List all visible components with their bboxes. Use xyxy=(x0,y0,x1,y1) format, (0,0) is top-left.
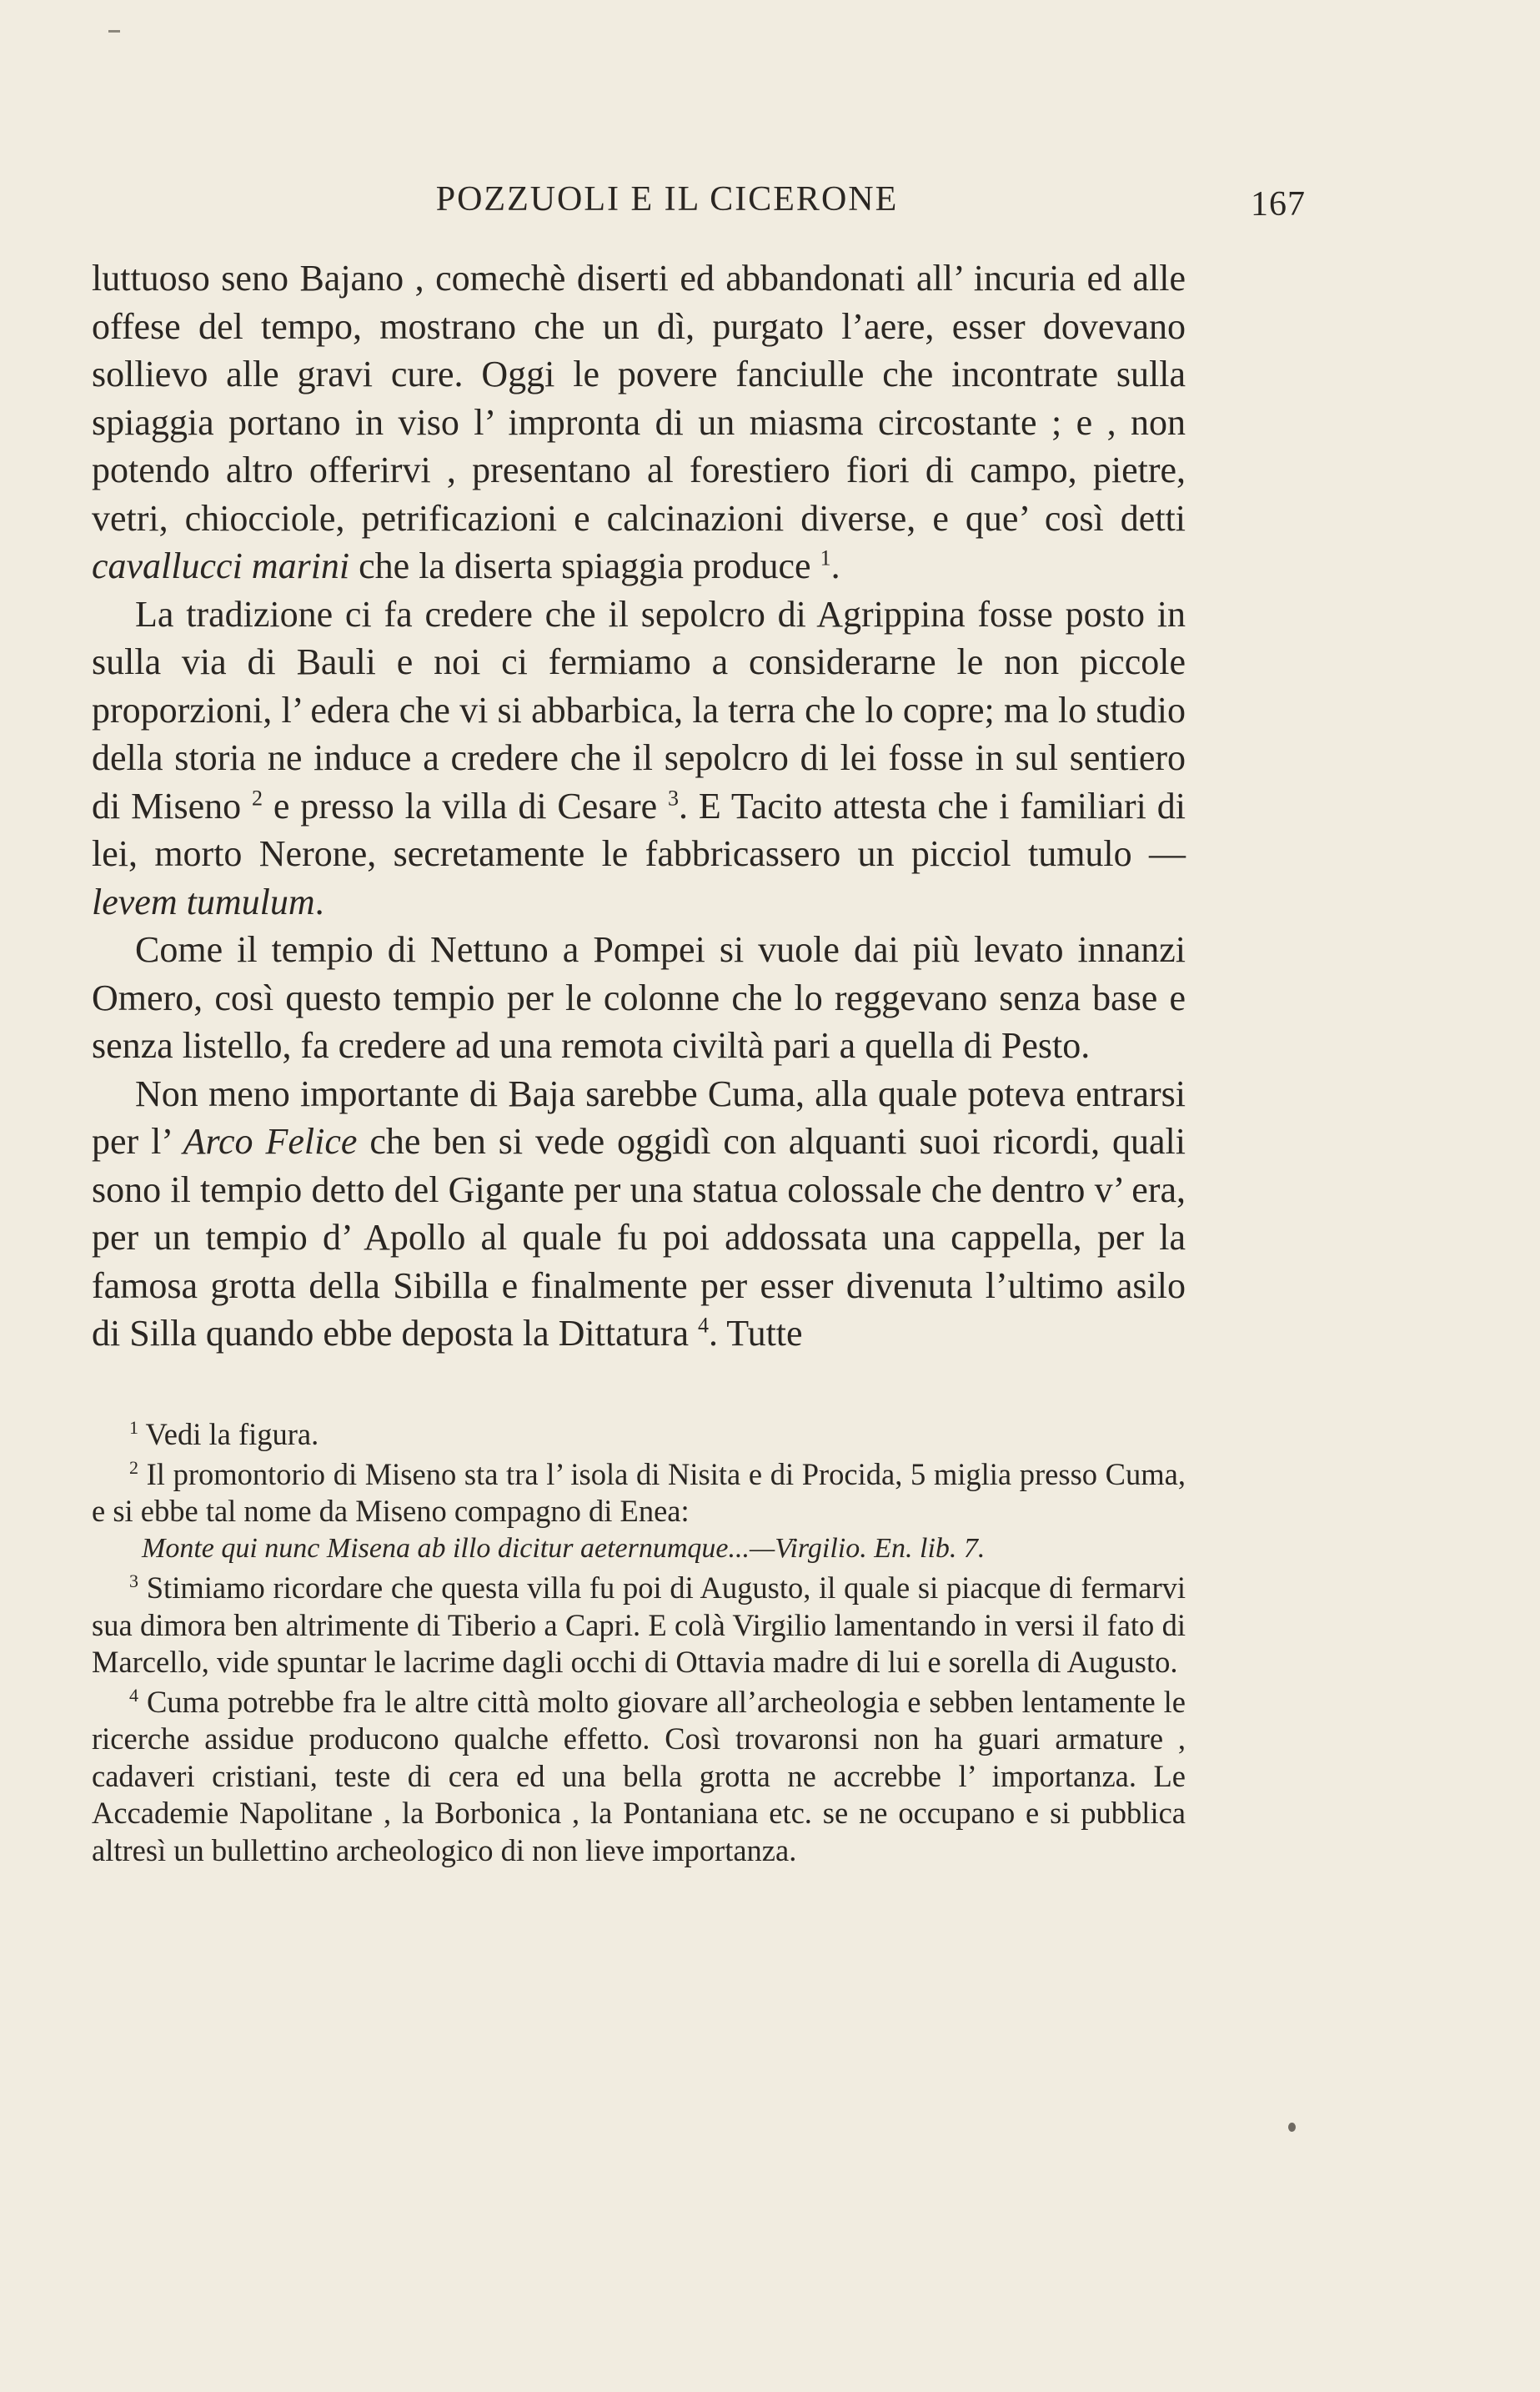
footnote-mark: 1 xyxy=(129,1416,138,1438)
footnote-ref-3[interactable]: 3 xyxy=(668,785,680,810)
italic-term: Arco Felice xyxy=(183,1121,358,1162)
footnote-4 xyxy=(92,1684,1186,1870)
paragraph-4 xyxy=(92,1070,1186,1358)
footnote-ref-2[interactable]: 2 xyxy=(252,785,263,810)
text-run: che la diserta spiaggia produce xyxy=(349,545,820,586)
footnote-1 xyxy=(92,1416,1186,1454)
running-head xyxy=(0,179,1540,229)
text-run: e presso la villa di Cesare xyxy=(263,785,669,827)
footnote-text: Il promontorio di Miseno sta tra l’ isola di Nisita e di Procida, 5 miglia presso Cuma, e si ebbe tal nome da Miseno compagno di Enea: xyxy=(92,1456,1186,1528)
footnote-mark: 3 xyxy=(129,1570,138,1591)
page-margin-mark xyxy=(108,30,120,33)
footnote-2 xyxy=(92,1456,1186,1568)
text-run: Non meno importante di Baja sarebbe Cuma, alla quale poteva entrarsi per l’ xyxy=(92,1073,1186,1162)
text-run: Come il tempio di Nettuno a Pompei si vuole dai più levato innanzi Omero, così questo tempio per le colonne che lo reggevano senza base e senza listello, fa credere ad una remota civiltà pari a quella di Pesto. xyxy=(92,929,1186,1066)
footnote-mark: 4 xyxy=(129,1684,138,1706)
text-run: . Tutte xyxy=(709,1313,803,1354)
footnote-text: Vedi la figura. xyxy=(145,1417,319,1451)
text-run: La tradizione ci fa credere che il sepolcro di Agrippina fosse posto in sulla via di Bauli e noi ci fermiamo a considerarne le non piccole proporzioni, l’ edera che vi si abbarbica, la terra che lo copre; ma lo studio della storia ne induce a credere che il sepolcro di lei fosse in sul sentiero di Miseno xyxy=(92,593,1186,827)
footnote-text: Stimiamo ricordare che questa villa fu poi di Augusto, il quale si piacque di fermarvi sua dimora ben altrimente di Tiberio a Capri. E colà Virgilio lamentando in versi il fato di Marcello, vide spuntar le lacrime dagli occhi di Ottavia madre di lui e sorella di Augusto. xyxy=(92,1570,1186,1679)
footnote-text: Cuma potrebbe fra le altre città molto giovare all’archeologia e sebben lentamente le ricerche assidue producono qualche effetto. Così trovaronsi non ha guari armature , cadaveri cristiani, teste di cera ed una bella grotta ne accrebbe l’ importanza. Le Accademie Napolitane , la Borbonica , la Pontaniana etc. se ne occupano e si pubblica altresì un bullettino archeologico di non lieve importanza. xyxy=(92,1684,1186,1867)
text-run: . xyxy=(314,881,324,922)
paragraph-3 xyxy=(92,926,1186,1070)
footnotes xyxy=(92,1416,1186,1872)
main-text xyxy=(92,254,1186,1358)
italic-term: levem tumulum xyxy=(92,881,315,922)
page-number: 167 xyxy=(1251,185,1306,224)
page-header-title: POZZUOLI E IL CICERONE xyxy=(435,180,899,219)
footnote-ref-4[interactable]: 4 xyxy=(698,1313,710,1338)
text-run: luttuoso seno Bajano , comechè diserti ed abbandonati all’ incuria ed alle offese del tempo, mostrano che un dì, purgato l’aere, esser dovevano sollievo alle gravi cure. Oggi le povere fanciulle che incontrate sulla spiaggia portano in viso l’ impronta di un miasma circostante ; e , non potendo altro offerirvi , presentano al forestiero fiori di campo, pietre, vetri, chiocciole, petrificazioni e calcinazioni diverse, e que’ così detti xyxy=(92,258,1186,539)
footnote-ref-1[interactable]: 1 xyxy=(820,545,831,570)
footnote-3 xyxy=(92,1570,1186,1681)
text-run: . E Tacito attesta che i familiari di lei, morto Nerone, secretamente le fabbricassero un picciol tumulo — xyxy=(92,785,1186,874)
text-run: che ben si vede oggidì con alquanti suoi ricordi, quali sono il tempio detto del Gigante per una statua colossale che dentro v’ era, per un tempio d’ Apollo al quale fu poi addossata una cappella, per la famosa grotta della Sibilla e finalmente per esser divenuta l’ultimo asilo di Silla quando ebbe deposta la Dittatura xyxy=(92,1121,1186,1354)
footnote-mark: 2 xyxy=(129,1456,138,1478)
italic-term: cavallucci marini xyxy=(92,545,350,586)
paragraph-2 xyxy=(92,590,1186,927)
paper-speck xyxy=(1288,2123,1296,2132)
text-run: . xyxy=(830,545,840,586)
paragraph-1 xyxy=(92,254,1186,590)
verse-quotation: Monte qui nunc Misena ab illo dicitur aeternumque...—Virgilio. En. lib. 7. xyxy=(142,1532,986,1564)
